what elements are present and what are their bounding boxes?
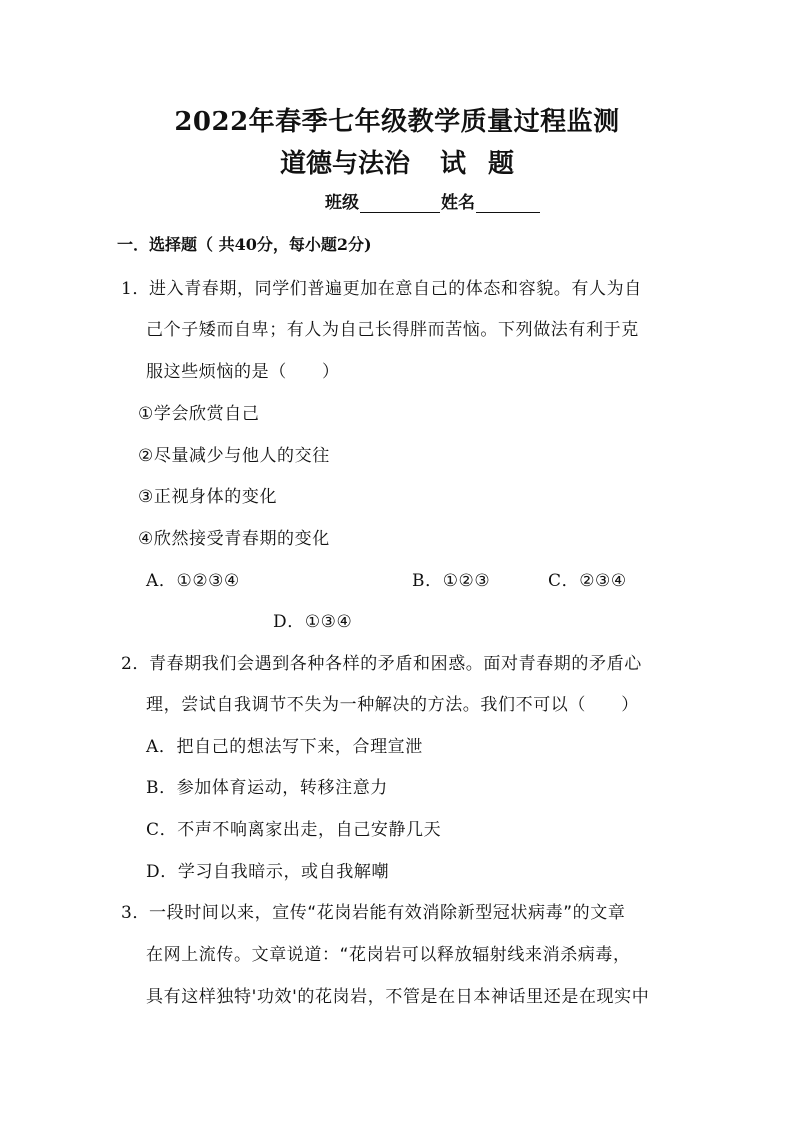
exam-subtitle bbox=[0, 143, 794, 180]
option-d[interactable] bbox=[146, 857, 389, 882]
option-label: B． bbox=[412, 571, 443, 591]
name-blank[interactable] bbox=[476, 194, 540, 213]
option-a[interactable] bbox=[146, 732, 423, 757]
option-text: 参加体育运动，转移注意力 bbox=[176, 778, 388, 798]
statement-item: ④欣然接受青春期的变化 bbox=[138, 529, 330, 549]
student-info-line bbox=[325, 188, 541, 213]
option-text: 不声不响离家出走，自己安静几天 bbox=[177, 820, 442, 840]
option-text: ①②③④ bbox=[176, 571, 240, 591]
option-c[interactable] bbox=[146, 815, 441, 840]
title-word-ti: 题 bbox=[488, 149, 515, 179]
option-label: D． bbox=[146, 862, 178, 882]
question-stem-line: 理，尝试自我调节不失为一种解决的方法。我们不可以（ ） bbox=[146, 695, 639, 715]
name-label: 姓名 bbox=[441, 193, 475, 213]
question-number: 1． bbox=[121, 279, 151, 299]
class-blank[interactable] bbox=[360, 194, 440, 213]
option-label: A． bbox=[146, 737, 177, 757]
option-b[interactable] bbox=[412, 566, 490, 591]
option-label: B． bbox=[146, 778, 177, 798]
option-text: ①②③ bbox=[442, 571, 491, 591]
option-text: 学习自我暗示，或自我解嘲 bbox=[177, 862, 390, 882]
question-stem-line: 青春期我们会遇到各种各样的矛盾和困惑。面对青春期的矛盾心 bbox=[149, 654, 642, 674]
class-label: 班级 bbox=[325, 193, 359, 213]
question-number: 2． bbox=[121, 654, 151, 674]
question-stem-line: 具有这样独特'功效'的花岗岩，不管是在日本神话里还是在现实中 bbox=[146, 987, 650, 1007]
option-label: A． bbox=[146, 571, 177, 591]
title-word-shi: 试 bbox=[439, 149, 466, 179]
option-a[interactable] bbox=[146, 566, 240, 591]
subject-name: 道德与法治 bbox=[279, 149, 410, 179]
statement-item: ③正视身体的变化 bbox=[138, 487, 278, 507]
question-number: 3． bbox=[121, 903, 151, 923]
option-c[interactable] bbox=[548, 566, 627, 591]
section-heading: 一．选择题（ 共40分，每小题2分) bbox=[117, 235, 372, 254]
question-stem-line: 在网上流传。文章说道：“花岗岩可以释放辐射线来消杀病毒， bbox=[146, 945, 631, 965]
option-text: 把自己的想法写下来，合理宣泄 bbox=[176, 737, 423, 757]
option-text: ①③④ bbox=[304, 612, 353, 632]
question-stem-line: 一段时间以来，宣传“花岗岩能有效消除新型冠状病毒”的文章 bbox=[149, 903, 626, 923]
option-text: ②③④ bbox=[579, 571, 627, 591]
option-label: C． bbox=[548, 571, 580, 591]
exam-title: 2022年春季七年级教学质量过程监测 bbox=[174, 107, 620, 137]
question-stem-line: 服这些烦恼的是（ ） bbox=[146, 362, 340, 382]
statement-item: ②尽量减少与他人的交往 bbox=[138, 446, 330, 466]
option-d[interactable] bbox=[273, 607, 352, 632]
question-stem-line: 己个子矮而自卑；有人为自己长得胖而苦恼。下列做法有利于克 bbox=[146, 320, 639, 340]
option-label: D． bbox=[273, 612, 305, 632]
option-label: C． bbox=[146, 820, 178, 840]
option-b[interactable] bbox=[146, 773, 388, 798]
statement-item: ①学会欣赏自己 bbox=[138, 404, 260, 424]
question-stem-line: 进入青春期，同学们普遍更加在意自己的体态和容貌。有人为自 bbox=[149, 279, 642, 299]
